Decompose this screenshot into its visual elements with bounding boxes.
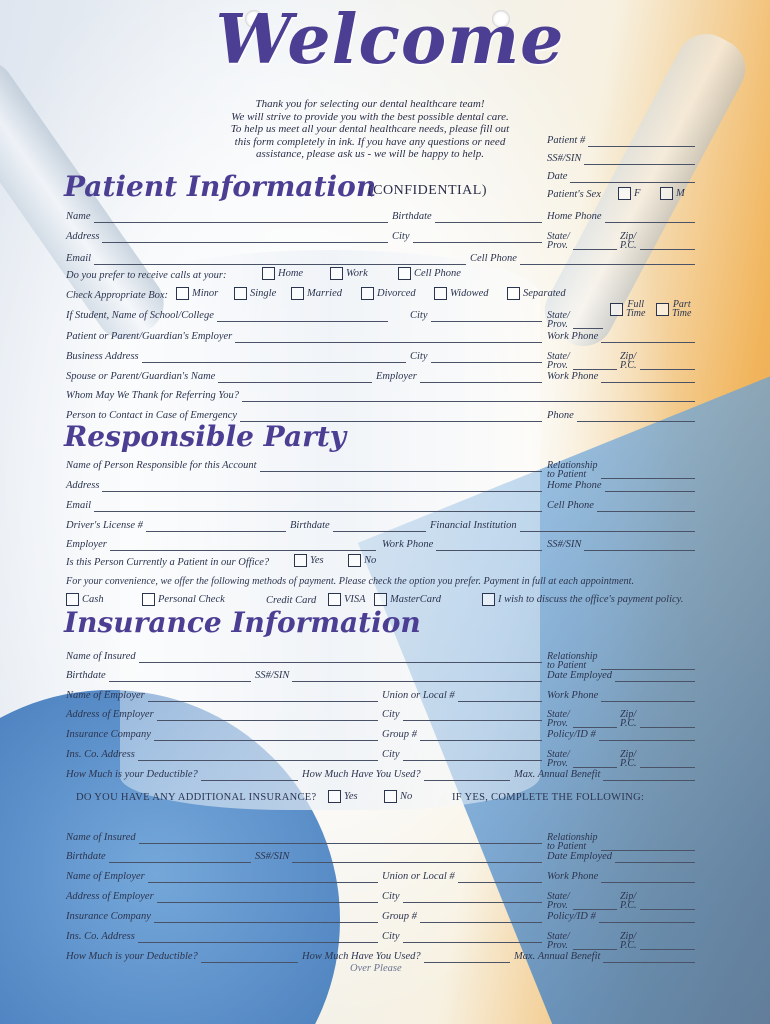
secondary-union-field[interactable]: Union or Local # — [382, 872, 542, 883]
payment-mastercard-checkbox[interactable]: MasterCard — [374, 593, 441, 606]
status-prompt: Check Appropriate Box: — [66, 290, 169, 301]
sex-f-checkbox[interactable]: F — [618, 187, 640, 200]
responsible-address-field[interactable]: Address — [66, 481, 542, 492]
spouse-employer-field[interactable]: Employer — [376, 372, 542, 383]
additional-insurance-yes-checkbox[interactable]: Yes — [328, 790, 358, 803]
secondary-employer-address-field[interactable]: Address of Employer — [66, 892, 378, 903]
student-city-field[interactable]: City — [410, 311, 542, 322]
calls-work-checkbox[interactable]: Work — [330, 267, 368, 280]
credit-card-label: Credit Card — [266, 595, 317, 606]
insurance-co-address-field[interactable]: Ins. Co. Address — [66, 750, 378, 761]
student-school-field[interactable]: If Student, Name of School/College — [66, 311, 388, 322]
referral-field[interactable]: Whom May We Thank for Referring You? — [66, 391, 695, 402]
secondary-insured-name-field[interactable]: Name of Insured — [66, 833, 542, 844]
patient-name-field[interactable]: Name — [66, 212, 388, 223]
status-married-checkbox[interactable]: Married — [291, 287, 342, 300]
additional-insurance-no-checkbox[interactable]: No — [384, 790, 412, 803]
secondary-deductible-field[interactable]: How Much is your Deductible? — [66, 952, 298, 963]
status-widowed-checkbox[interactable]: Widowed — [434, 287, 489, 300]
secondary-amount-used-field[interactable]: How Much Have You Used? — [302, 952, 510, 963]
business-address-field[interactable]: Business Address — [66, 352, 406, 363]
payment-visa-checkbox[interactable]: VISA — [328, 593, 366, 606]
responsible-birthdate-field[interactable]: Birthdate — [290, 521, 426, 532]
insured-employer-city-field[interactable]: City — [382, 710, 542, 721]
employer-field[interactable]: Patient or Parent/Guardian's Employer — [66, 332, 542, 343]
insurance-co-city-field[interactable]: City — [382, 750, 542, 761]
insurance-co-state-field[interactable]: State/ Prov. — [547, 750, 617, 768]
status-divorced-checkbox[interactable]: Divorced — [361, 287, 416, 300]
responsible-party-heading: Responsible Party — [64, 420, 347, 453]
responsible-ss-sin-field[interactable]: SS#/SIN — [547, 540, 695, 551]
additional-insurance-prompt: DO YOU HAVE ANY ADDITIONAL INSURANCE? — [76, 792, 317, 803]
payment-cash-checkbox[interactable]: Cash — [66, 593, 104, 606]
responsible-work-phone-field[interactable]: Work Phone — [382, 540, 542, 551]
patient-home-phone-field[interactable]: Home Phone — [547, 212, 695, 223]
current-patient-yes-checkbox[interactable]: Yes — [294, 554, 324, 567]
insurance-co-zip-field[interactable]: Zip/ P.C. — [620, 750, 695, 768]
business-state-field[interactable]: State/ Prov. — [547, 352, 617, 370]
patient-city-field[interactable]: City — [392, 232, 542, 243]
sex-m-checkbox[interactable]: M — [660, 187, 685, 200]
business-zip-field[interactable]: Zip/ P.C. — [620, 352, 695, 370]
payment-personal-check-checkbox[interactable]: Personal Check — [142, 593, 225, 606]
calls-prompt: Do you prefer to receive calls at your: — [66, 270, 227, 281]
secondary-date-employed-field[interactable]: Date Employed — [547, 852, 695, 863]
secondary-group-field[interactable]: Group # — [382, 912, 542, 923]
spouse-name-field[interactable]: Spouse or Parent/Guardian's Name — [66, 372, 372, 383]
responsible-name-field[interactable]: Name of Person Responsible for this Account — [66, 461, 542, 472]
insured-union-field[interactable]: Union or Local # — [382, 691, 542, 702]
secondary-co-city-field[interactable]: City — [382, 932, 542, 943]
full-time-checkbox[interactable]: Full Time — [610, 300, 645, 318]
insurance-policy-field[interactable]: Policy/ID # — [547, 730, 695, 741]
secondary-max-benefit-field[interactable]: Max. Annual Benefit — [514, 952, 695, 963]
secondary-employer-field[interactable]: Name of Employer — [66, 872, 378, 883]
deductible-field[interactable]: How Much is your Deductible? — [66, 770, 298, 781]
secondary-co-state-field[interactable]: State/ Prov. — [547, 932, 617, 950]
patient-state-field[interactable]: State/ Prov. — [547, 232, 617, 250]
secondary-relationship-field[interactable]: Relationship to Patient — [547, 833, 695, 851]
intro-text: Thank you for selecting our dental healthcare team! We will strive to provide you with the best possible dental care. To help us meet all your dental healthcare needs, please fill out this form completely in ink. If you have any questions or need assistance, please ask us - we will be happy to help. — [230, 98, 510, 161]
drivers-license-field[interactable]: Driver's License # — [66, 521, 286, 532]
responsible-email-field[interactable]: Email — [66, 501, 542, 512]
spouse-work-phone-field[interactable]: Work Phone — [547, 372, 695, 383]
page-title: Welcome — [215, 0, 565, 80]
calls-home-checkbox[interactable]: Home — [262, 267, 303, 280]
office-ss-sin-field[interactable]: SS#/SIN — [547, 154, 695, 165]
confidential-label: (CONFIDENTIAL) — [368, 183, 487, 198]
current-patient-prompt: Is this Person Currently a Patient in our Office? — [66, 557, 270, 568]
insured-employer-address-field[interactable]: Address of Employer — [66, 710, 378, 721]
if-yes-label: IF YES, COMPLETE THE FOLLOWING: — [452, 792, 645, 803]
employer-work-phone-field[interactable]: Work Phone — [547, 332, 695, 343]
patient-address-field[interactable]: Address — [66, 232, 388, 243]
responsible-relationship-field[interactable]: Relationship to Patient — [547, 461, 695, 479]
secondary-employer-zip-field[interactable]: Zip/ P.C. — [620, 892, 695, 910]
patients-sex-label: Patient's Sex — [547, 189, 601, 200]
patient-zip-field[interactable]: Zip/ P.C. — [620, 232, 695, 250]
emergency-contact-field[interactable]: Person to Contact in Case of Emergency — [66, 411, 542, 422]
insured-employer-field[interactable]: Name of Employer — [66, 691, 378, 702]
over-please-label: Over Please — [350, 963, 402, 974]
date-field[interactable]: Date — [547, 172, 695, 183]
insured-work-phone-field[interactable]: Work Phone — [547, 691, 695, 702]
financial-institution-field[interactable]: Financial Institution — [430, 521, 695, 532]
secondary-co-address-field[interactable]: Ins. Co. Address — [66, 932, 378, 943]
patient-number-field[interactable]: Patient # — [547, 136, 695, 147]
amount-used-field[interactable]: How Much Have You Used? — [302, 770, 510, 781]
responsible-cell-phone-field[interactable]: Cell Phone — [547, 501, 695, 512]
patient-email-field[interactable]: Email — [66, 254, 466, 265]
secondary-policy-field[interactable]: Policy/ID # — [547, 912, 695, 923]
secondary-co-zip-field[interactable]: Zip/ P.C. — [620, 932, 695, 950]
patient-birthdate-field[interactable]: Birthdate — [392, 212, 542, 223]
max-benefit-field[interactable]: Max. Annual Benefit — [514, 770, 695, 781]
insured-relationship-field[interactable]: Relationship to Patient — [547, 652, 695, 670]
insurance-group-field[interactable]: Group # — [382, 730, 542, 741]
insured-employer-state-field[interactable]: State/ Prov. — [547, 710, 617, 728]
payment-note: For your convenience, we offer the following methods of payment. Please check the option you prefer. Payment in full at each appointment. — [66, 576, 635, 587]
secondary-employer-state-field[interactable]: State/ Prov. — [547, 892, 617, 910]
emergency-phone-field[interactable]: Phone — [547, 411, 695, 422]
status-separated-checkbox[interactable]: Separated — [507, 287, 566, 300]
status-single-checkbox[interactable]: Single — [234, 287, 276, 300]
business-city-field[interactable]: City — [410, 352, 542, 363]
payment-discuss-checkbox[interactable]: I wish to discuss the office's payment policy. — [482, 593, 683, 606]
insurance-information-heading: Insurance Information — [64, 606, 421, 639]
insured-employer-zip-field[interactable]: Zip/ P.C. — [620, 710, 695, 728]
student-state-field[interactable]: State/ Prov. — [547, 311, 603, 329]
insured-birthdate-field[interactable]: Birthdate — [66, 671, 251, 682]
calls-cell-phone-checkbox[interactable]: Cell Phone — [398, 267, 461, 280]
secondary-insurance-company-field[interactable]: Insurance Company — [66, 912, 378, 923]
insured-date-employed-field[interactable]: Date Employed — [547, 671, 695, 682]
current-patient-no-checkbox[interactable]: No — [348, 554, 376, 567]
secondary-ss-sin-field[interactable]: SS#/SIN — [255, 852, 542, 863]
responsible-employer-field[interactable]: Employer — [66, 540, 376, 551]
responsible-home-phone-field[interactable]: Home Phone — [547, 481, 695, 492]
status-minor-checkbox[interactable]: Minor — [176, 287, 218, 300]
secondary-work-phone-field[interactable]: Work Phone — [547, 872, 695, 883]
secondary-employer-city-field[interactable]: City — [382, 892, 542, 903]
secondary-birthdate-field[interactable]: Birthdate — [66, 852, 251, 863]
part-time-checkbox[interactable]: Part Time — [656, 300, 691, 318]
insured-name-field[interactable]: Name of Insured — [66, 652, 542, 663]
insured-ss-sin-field[interactable]: SS#/SIN — [255, 671, 542, 682]
patient-information-heading: Patient Information — [64, 170, 377, 203]
patient-cell-phone-field[interactable]: Cell Phone — [470, 254, 695, 265]
insurance-company-field[interactable]: Insurance Company — [66, 730, 378, 741]
